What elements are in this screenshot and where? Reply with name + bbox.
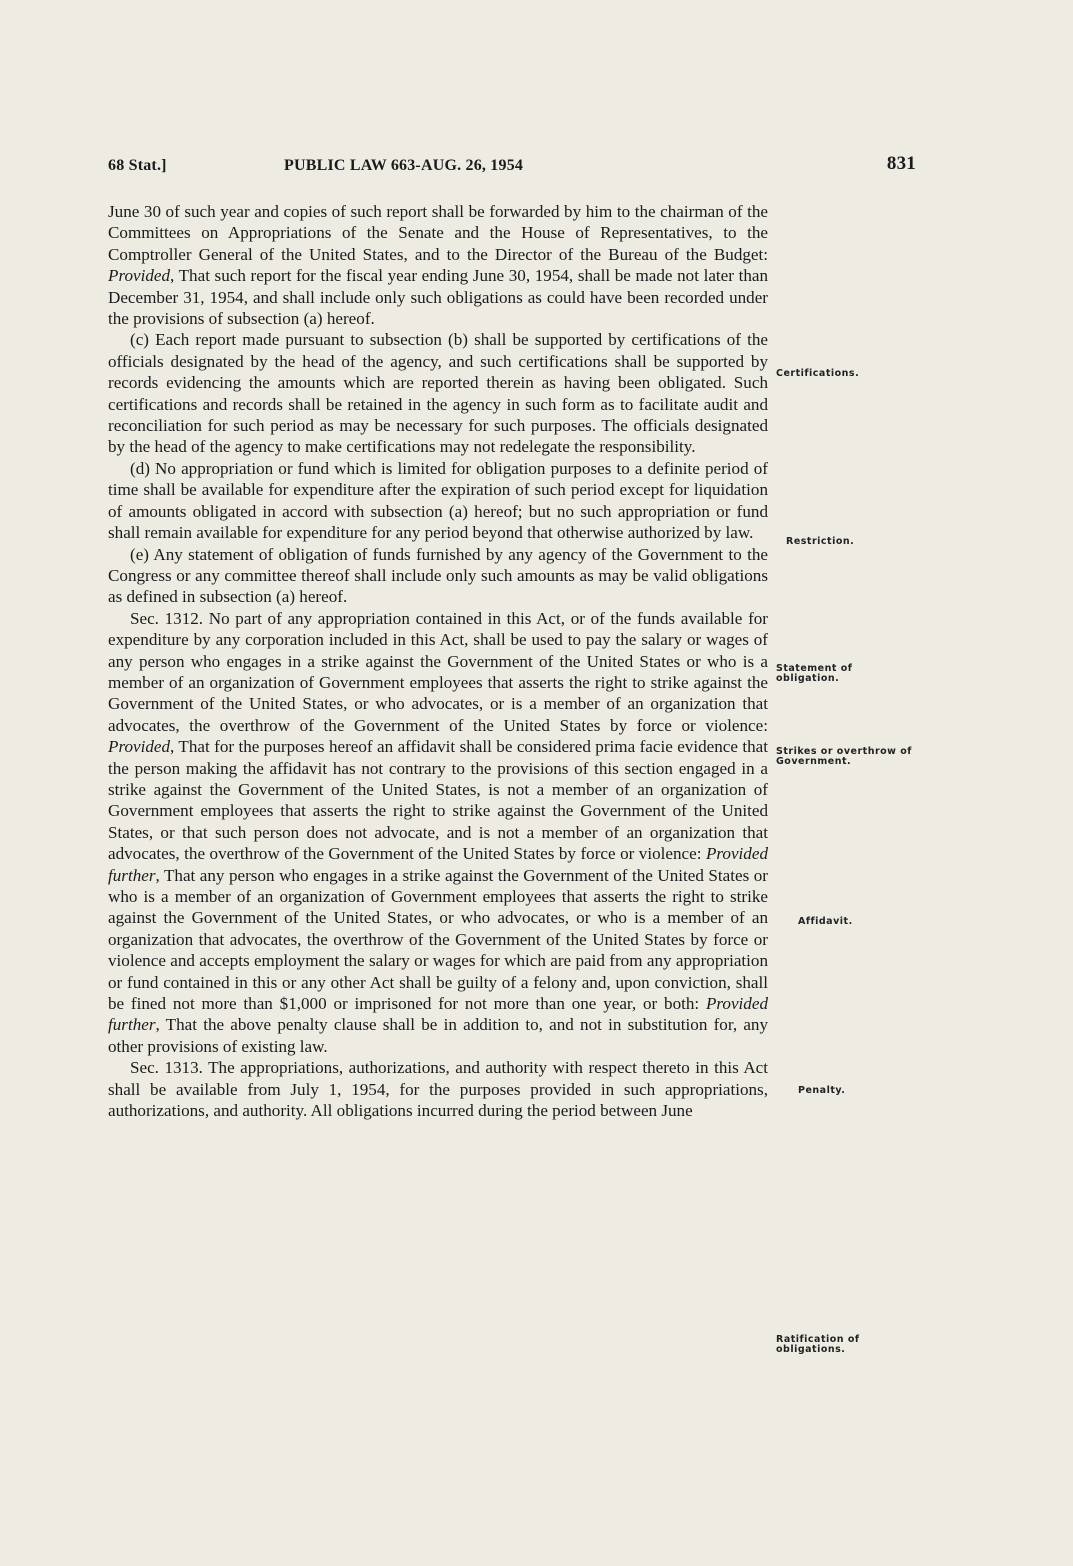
paragraph-sec-1312: Sec. 1312. No part of any appropriation contained in this Act, or of the funds available for expenditure by any corporation included in this Act, shall be used to pay the salary or wages of any person who engages in a strike against the Government of the United States or who is a member of an organization of Government employees that asserts the right to strike against the Government of the United States, or who advocates, or is a member of an organization that advocates, the overthrow of the Government of the United States by force or violence: Provided, That for the purposes hereof an affidavit shall be considered prima facie evidence that the person making the affidavit has not contrary to the provisions of this section engaged in a strike against the Government of the United States, is not a member of an organization of Government employees that asserts the right to strike against the Government of the United States, or that such person does not advocate, and is not a member of an organization that advocates, the overthrow of the Government of the United States by force or violence: Provided further, That any person who engages in a strike against the Government of the United States or who is a member of an organization of Government employees that asserts the right to strike against the Government of the United States, or who advocates, or who is a member of an organization that advocates, the overthrow of the Government of the United States by force or violence and accepts employment the salary or wages for which are paid from any appropriation or fund contained in this or any other Act shall be guilty of a felony and, upon conviction, shall be fined not more than $1,000 or imprisoned for not more than one year, or both: Provided further, That the above penalty clause shall be in addition to, and not in substitution for, any other provisions of existing law.	[108, 608, 768, 1056]
paragraph-subsection-d: (d) No appropriation or fund which is limited for obligation purposes to a definite period of time shall be available for expenditure after the expiration of such period except for liquidation of amounts obligated in accord with subsection (a) hereof; but no such appropriation or fund shall remain available for expenditure for any period beyond that otherwise authorized by law.	[108, 458, 768, 543]
margin-note-strikes: Strikes or overthrow of Government.	[776, 746, 912, 767]
running-header	[108, 153, 916, 177]
paragraph-subsection-c: (c) Each report made pursuant to subsection (b) shall be supported by certifications of the officials designated by the head of the agency, and such certifications shall be supported by records evidencing the amounts which are reported therein as having been obligated. Such certifications and records shall be retained in the agency in such form as to facilitate audit and reconciliation for such period as may be necessary for such purposes. The officials designated by the head of the agency to make certifications may not redelegate the responsibility.	[108, 330, 768, 457]
paragraph-subsection-e: (e) Any statement of obligation of funds furnished by any agency of the Government to the Congress or any committee thereof shall include only such amounts as may be valid obligations as defined in subsection (a) hereof.	[108, 544, 768, 607]
margin-note-certifications: Certifications.	[776, 368, 860, 379]
paragraph-sec-1313: Sec. 1313. The appropriations, authorizations, and authority with respect thereto in this Act shall be available from July 1, 1954, for the purposes provided in such appropriations, authorizations, and authority. All obligations incurred during the period between June	[108, 1058, 768, 1121]
law-body	[108, 201, 768, 1121]
margin-note-affidavit: Affidavit.	[798, 916, 853, 927]
margin-note-ratification: Ratification of obligations.	[776, 1334, 860, 1355]
law-title: PUBLIC LAW 663-AUG. 26, 1954	[284, 157, 524, 174]
margin-note-restriction: Restriction.	[786, 536, 855, 547]
paragraph-continuation: June 30 of such year and copies of such report shall be forwarded by him to the chairman of the Committees on Appropriations of the Senate and the House of Representatives, to the Comptroller General of the United States, and to the Director of the Bureau of the Budget: Provided, That such report for the fiscal year ending June 30, 1954, shall be made not later than December 31, 1954, and shall include only such obligations as could have been recorded under the provisions of subsection (a) hereof.	[108, 202, 768, 329]
margin-note-statement-of-obligation: Statement of obligation.	[776, 663, 853, 684]
margin-note-penalty: Penalty.	[798, 1085, 846, 1096]
statute-volume: 68 Stat.]	[108, 157, 167, 174]
page-number: 831	[886, 153, 916, 174]
